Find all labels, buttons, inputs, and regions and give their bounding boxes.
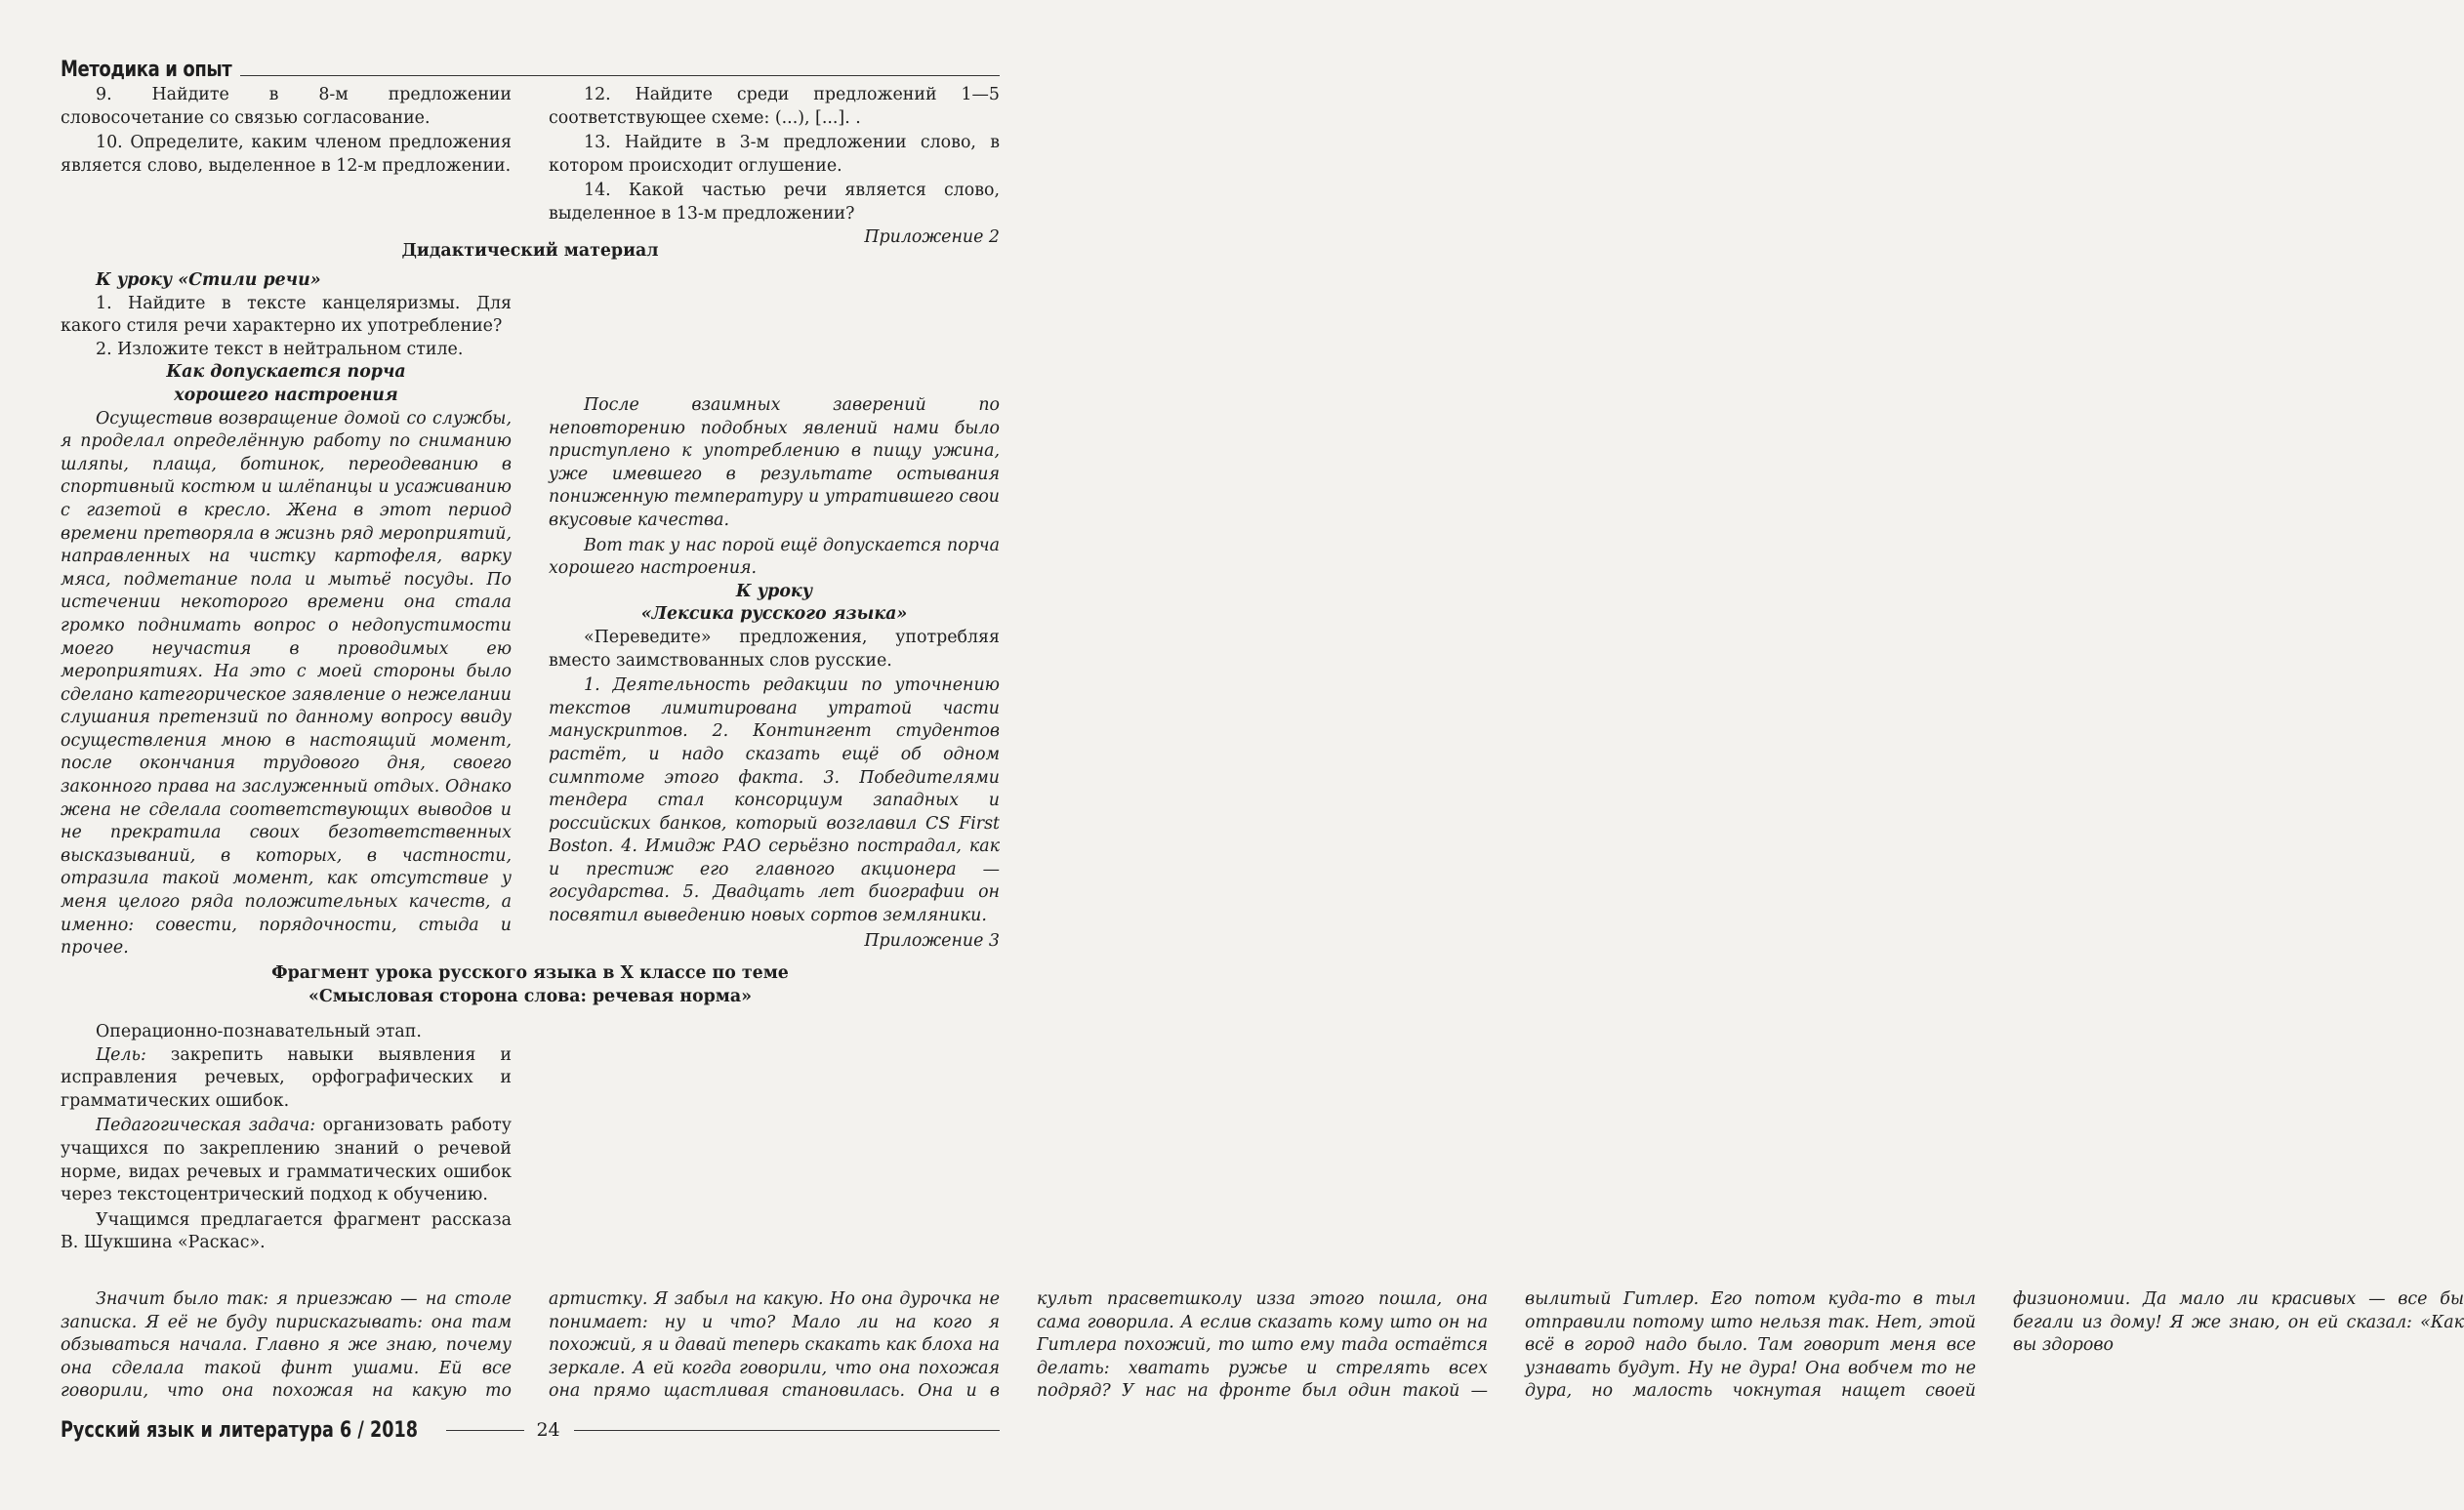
journal-title: Русский язык и литература 6 / 2018 <box>61 1417 418 1443</box>
appendix-3-label: Приложение 3 <box>864 930 1000 951</box>
lesson-styles-title: К уроку «Стили речи» <box>96 270 321 290</box>
questions-left <box>61 84 512 178</box>
story-paragraph-3: Вот так у нас порой ещё допускается порча хорошего настроения. <box>549 535 1000 579</box>
page-footer <box>61 1413 1000 1447</box>
goal-label: Цель: <box>96 1044 146 1065</box>
didactic-heading: Дидактический материал <box>401 241 659 261</box>
question-13: 13. Найдите в 3-м предложении слово, в котором происходит оглушение. <box>549 133 1000 176</box>
lexicon-sentences: 1. Деятельность редакции по уточнению текстов лимитирована утратой части манускриптов. 2. Контингент студентов растёт, и надо сказать ещё об одном симптоме этого факта. 3. Победителями тендера стал консорциум западных и российских банков, который возглавил CS First Boston. 4. Имидж РАО серьёзно пострадал, как и престиж его главного акционера — государства. 5. Двадцать лет биографии он посвятил выведению новых сортов земляники. <box>549 675 1000 926</box>
goal-text: закрепить навыки выявления и исправления речевых, орфографических и грамматических ошибок. <box>61 1044 513 1111</box>
didactic-left-column <box>61 269 512 960</box>
question-9: 9. Найдите в 8-м предложении словосочетание со связью согласование. <box>61 85 512 128</box>
questions-right <box>549 84 1000 249</box>
task-1: 1. Найдите в тексте канцеляризмы. Для какого стиля речи характерно их употребление? <box>61 293 512 337</box>
footer-rule-right <box>574 1430 1000 1431</box>
running-head <box>61 55 1000 82</box>
page-number: 24 <box>536 1419 560 1441</box>
shukshin-excerpt: Значит было так: я приезжаю — на столе записка. Я её не буду пирискazывать: она там обзываться начала. Главно я же знаю, почему она сделала такой финт ушами. Ей все говорили, что она похожая на какую то артистку. Я забыл на какую. Но она дурочка не понимает: ну и что? Мало ли на кого я похожий, я и давай теперь скакать как блоха на зеркале. А ей когда говорили, что она похожая она прямо щастливая становилась. Она и в культ прасветшколу изза этого пошла, она сама говорила. А еслив сказать кому што он на Гитлера похожий, то што ему тада остаётся делать: хватать ружье и стрелять всех подряд? У нас на фронте был один такой — вылитый Гитлер. Его потом куда-то в тыл отправили потому што нельзя так. Нет, этой всё в город надо было. Там говорит меня все узнавать будут. Ну не дура! Она вобчем то не дура, но малость чокнутая нащет своей физиономии. Да мало ли красивых — все бы бегали из дому! Я же знаю, он ей сказал: «Как вы здорово <box>61 1289 2464 1402</box>
fragment-heading-line-2: «Смысловая сторона слова: речевая норма» <box>308 986 752 1006</box>
goal-paragraph <box>61 1044 512 1114</box>
offer-paragraph: Учащимся предлагается фрагмент рассказа В. Шукшина «Раскас». <box>61 1209 512 1253</box>
story-title-line-2: хорошего настроения <box>174 385 398 405</box>
task-label: Педагогическая задача: <box>96 1116 316 1136</box>
lesson-lexicon-title-2: «Лексика русского языка» <box>640 604 908 625</box>
stage-line: Операционно-познавательный этап. <box>96 1022 422 1041</box>
story-title-line-1: Как допускается порча <box>166 362 406 383</box>
section-title: Методика и опыт <box>61 58 232 82</box>
task-2: 2. Изложите текст в нейтральном стиле. <box>96 339 464 359</box>
lesson-lexicon-title-1: К уроку <box>735 581 813 601</box>
didactic-right-column <box>549 271 1000 953</box>
footer-rule-left <box>446 1430 524 1431</box>
lexicon-task: «Переведите» предложения, употребляя вместо заимствованных слов русские. <box>549 627 1000 671</box>
didactic-heading-block <box>61 240 1000 264</box>
question-14: 14. Какой частью речи является слово, выделенное в 13-м предложении? <box>549 181 1000 224</box>
story-paragraph-1: Осуществив возвращение домой со службы, я проделал определённую работу по сниманию шляпы, плаща, ботинок, переодеванию в спортивный костюм и шлёпанцы и усаживанию с газетой в кресло. Жена в этот период времени претворяла в жизнь ряд мероприятий, направленных на чистку картофеля, варку мяса, подметание пола и мытьё посуды. По истечении некоторого времени она стала громко поднимать вопрос о недопустимости моего неучастия в проводимых ею мероприятиях. На это с моей стороны было сделано категорическое заявление о нежелании слушания претензий по данному вопросу ввиду осуществления мною в настоящий момент, после окончания трудового дня, своего законного права на заслуженный отдых. Однако жена не сделала соответствующих выводов и не прекратила своих безответственных высказываний, в которых, в частности, отразила такой момент, как отсутствие у меня целого ряда положительных качеств, а именно: совести, порядочности, стыда и прочее. <box>61 408 512 959</box>
header-rule <box>240 75 1000 76</box>
fragment-heading-line-1: Фрагмент урока русского языка в X классе по теме <box>271 963 789 983</box>
task-paragraph <box>61 1115 512 1206</box>
story-paragraph-2: После взаимных заверений по неповторению подобных явлений нами было приступлено к употреблению в пищу ужина, уже имевшего в результате остывания пониженную температуру и утратившего свои вкусовые качества. <box>549 395 1000 530</box>
appendix-2-label: Приложение 2 <box>864 226 1000 247</box>
task-text: организовать работу учащихся по закреплению знаний о речевой норме, видах речевых и грамматических ошибок через текстоцентрический подход к обучению. <box>61 1116 512 1205</box>
fragment-left-column <box>61 1021 512 1255</box>
excerpt-columns <box>61 1288 2464 1415</box>
fragment-heading-block <box>61 962 1000 1008</box>
question-10: 10. Определите, каким членом предложения является слово, выделенное в 12-м предложении. <box>61 133 512 176</box>
question-12: 12. Найдите среди предложений 1—5 соответствующее схеме: (...), [...]. . <box>549 85 1000 128</box>
